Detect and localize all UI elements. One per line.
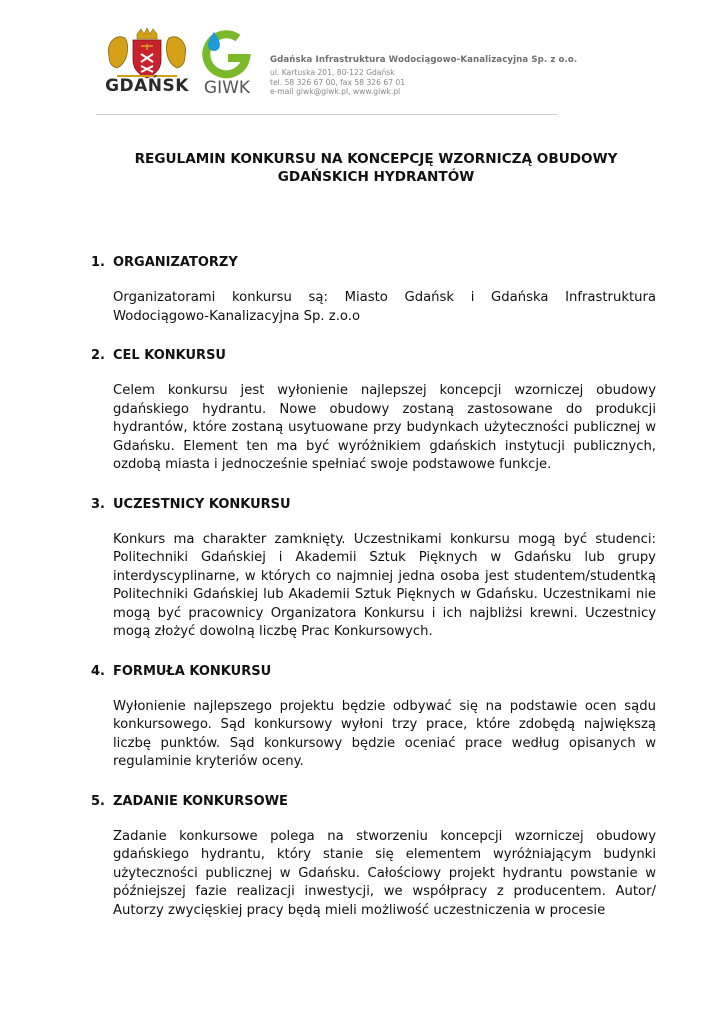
section-body: Celem konkursu jest wyłonienie najlepszej koncepcji wzorniczej obudowy gdańskiego hydrantu. Nowe obudowy zostaną zastosowane do produkcji hydrantów, które zostaną usytuowane przy budynkach użyteczności publicznej w Gdańsku. Element ten ma być wyróżnikiem gdańskich instytucji publicznych, ozdobą miasta i jednocześnie spełniać swoje podstawowe funkcje.: [113, 383, 656, 472]
company-info: [270, 55, 577, 97]
giwk-logo-icon: [200, 28, 252, 80]
section-body: Zadanie konkursowe polega na stworzeniu koncepcji wzorniczej obudowy gdańskiego hydrantu, który stanie się elementem wyróżniającym budynki użyteczności publicznej w Gdańsku. Całościowy projekt hydrantu powstanie w późniejszej fazie realizacji inwestycji, we współpracy z producentem. Autor/ Autorzy zwycięskiej pracy będą mieli możliwość uczestniczenia w procesie: [113, 828, 656, 918]
title-line-1: REGULAMIN KONKURSU NA KONCEPCJĘ WZORNICZĄ OBUDOWY: [134, 151, 618, 167]
section-goal: [91, 348, 661, 475]
section-title: CEL KONKURSU: [113, 348, 226, 363]
company-phone: tel. 58 326 67 00, fax 58 326 67 01: [270, 77, 406, 87]
section-heading: [91, 794, 661, 810]
section-task: [91, 794, 661, 921]
regulation-sections: [91, 255, 661, 942]
section-formula: [91, 664, 661, 772]
giwk-logo-text: GIWK: [203, 78, 251, 98]
section-heading: [91, 255, 661, 271]
section-body: Konkurs ma charakter zamknięty. Uczestnikami konkursu mogą być studenci: Politechniki Gdańskiej i Akademii Sztuk Pięknych w Gdańsku lub grupy interdyscyplinarne, w których co najmniej jedna osoba jest studentem/studentką Politechniki Gdańskiej lub Akademii Sztuk Pięknych w Gdańsku. Uczestnikami nie mogą być pracownicy Organizatora Konkursu i ich najbliżsi krewni. Uczestnicy mogą złożyć dowolną liczbę Prac Konkursowych.: [113, 531, 656, 639]
section-number: 3.: [91, 496, 105, 512]
document-title: [96, 150, 656, 186]
section-heading: [91, 497, 661, 513]
section-title: ORGANIZATORZY: [113, 255, 238, 270]
section-number: 1.: [91, 255, 105, 270]
company-address: ul. Kartuska 201, 80-122 Gdańsk: [270, 68, 395, 77]
section-organizers: [91, 255, 661, 326]
section-number: 2.: [91, 348, 105, 363]
gdansk-logo-text: GDAŃSK: [105, 76, 189, 96]
section-body: Organizatorami konkursu są: Miasto Gdańsk i Gdańska Infrastruktura Wodociągowo-Kanalizacyjna Sp. z.o.o: [113, 290, 656, 324]
section-number: 5.: [91, 793, 105, 809]
section-number: 4.: [91, 663, 105, 679]
company-contact: e-mail giwk@giwk.pl, www.giwk.pl: [270, 87, 401, 96]
section-title: ZADANIE KONKURSOWE: [113, 793, 288, 809]
section-title: FORMUŁA KONKURSU: [113, 663, 272, 679]
section-heading: [91, 348, 661, 364]
section-participants: [91, 497, 661, 642]
section-heading: [91, 664, 661, 680]
letterhead: [0, 0, 725, 120]
section-title: UCZESTNICY KONKURSU: [113, 496, 291, 512]
section-body: Wyłonienie najlepszego projektu będzie odbywać się na podstawie ocen sądu konkursowego. Sąd konkursowy wyłoni trzy prace, które zdobędą największą liczbę punktów. Sąd konkursowy będzie oceniać prace według opisanych w regulaminie kryteriów oceny.: [113, 698, 656, 769]
title-line-2: GDAŃSKICH HYDRANTÓW: [277, 169, 475, 185]
company-name: Gdańska Infrastruktura Wodociągowo-Kanalizacyjna Sp. z o.o.: [270, 55, 578, 65]
header-divider: [96, 114, 557, 115]
